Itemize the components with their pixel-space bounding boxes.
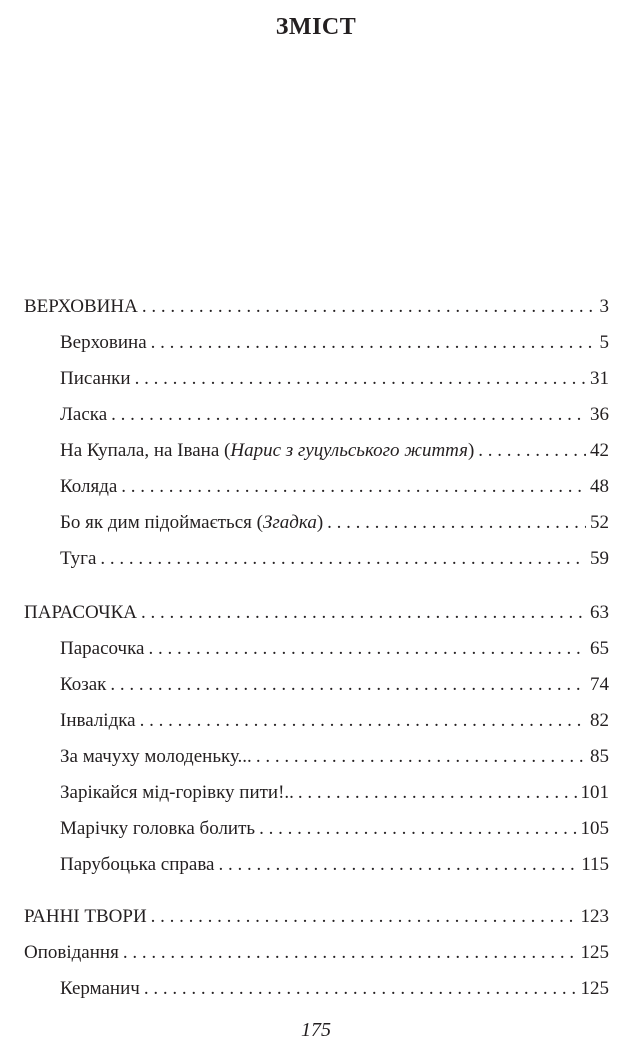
toc-entry-title: Парубоцька справа — [60, 854, 215, 875]
toc-entry-title: За мачуху молоденьку... — [60, 746, 252, 767]
toc-entry-opovidannia[interactable] — [24, 940, 609, 966]
toc-entry-title: Керманич — [60, 978, 140, 999]
toc-entry-page: 31 — [590, 368, 609, 389]
toc-entry-page: 65 — [590, 638, 609, 659]
toc-entry-page: 101 — [580, 782, 609, 803]
toc-entry-title: ВЕРХОВИНА — [24, 296, 138, 317]
toc-entry-page: 42 — [590, 440, 609, 461]
toc-entry-subtitle: Згадка — [262, 512, 317, 533]
dot-leader — [256, 744, 586, 770]
toc-entry-page: 85 — [590, 746, 609, 767]
toc-entry-title: Ласка — [60, 404, 108, 425]
toc-entry-title: Оповідання — [24, 942, 119, 963]
toc-entry-page: 59 — [590, 548, 609, 569]
toc-entry-title: На Купала, на Івана (Нарис з гуцульського життя) — [60, 440, 475, 461]
toc-entry-ranni-tvory-section[interactable] — [24, 904, 609, 930]
toc-entry-page: 123 — [580, 906, 609, 927]
dot-leader — [298, 780, 577, 806]
toc-entry-tuha[interactable] — [60, 546, 609, 572]
toc-entry-parubotska-sprava[interactable] — [60, 852, 609, 878]
toc-entry-page: 63 — [590, 602, 609, 623]
dot-leader — [148, 636, 586, 662]
toc-entry-page: 125 — [580, 978, 609, 999]
toc-entry-koliada[interactable] — [60, 474, 609, 500]
toc-entry-title: Коляда — [60, 476, 118, 497]
toc-entry-zarikaisia[interactable] — [60, 780, 609, 806]
toc-entry-title: Бо як дим підоймається (Згадка) — [60, 512, 324, 533]
toc-entry-na-kupala[interactable] — [60, 438, 609, 464]
toc-entry-page: 74 — [590, 674, 609, 695]
toc-entry-title: Інвалідка — [60, 710, 136, 731]
toc-entry-page: 82 — [590, 710, 609, 731]
toc-entry-page: 3 — [599, 296, 609, 317]
dot-leader — [478, 438, 586, 464]
dot-leader — [141, 600, 586, 626]
toc-entry-page: 5 — [599, 332, 609, 353]
toc-entry-laska[interactable] — [60, 402, 609, 428]
toc-entry-parasochka-section[interactable] — [24, 600, 609, 626]
toc-entry-page: 36 — [590, 404, 609, 425]
toc-entry-page: 125 — [580, 942, 609, 963]
dot-leader — [327, 510, 586, 536]
dot-leader — [259, 816, 576, 842]
dot-leader — [142, 294, 596, 320]
toc-entry-page: 115 — [581, 854, 609, 875]
dot-leader — [151, 904, 577, 930]
toc-entry-kozak[interactable] — [60, 672, 609, 698]
toc-entry-invalidka[interactable] — [60, 708, 609, 734]
toc-entry-kermanych[interactable] — [60, 976, 609, 1002]
toc-entry-subtitle: Нарис з гуцульського життя — [230, 440, 468, 461]
toc-entry-parasochka[interactable] — [60, 636, 609, 662]
toc-entry-title: Писанки — [60, 368, 131, 389]
toc-entry-title: Туга — [60, 548, 97, 569]
toc-entry-title: Зарікайся мід-горівку пити!.. — [60, 782, 294, 803]
dot-leader — [100, 546, 586, 572]
toc-entry-title: Козак — [60, 674, 107, 695]
toc-entry-page: 52 — [590, 512, 609, 533]
page-title: ЗМІСТ — [275, 14, 357, 40]
dot-leader — [110, 672, 586, 698]
toc-entry-title: Верховина — [60, 332, 147, 353]
dot-leader — [140, 708, 586, 734]
page-number: 175 — [301, 1019, 331, 1041]
toc-entry-marichku[interactable] — [60, 816, 609, 842]
dot-leader — [144, 976, 577, 1002]
toc-entry-title: Марічку головка болить — [60, 818, 256, 839]
dot-leader — [111, 402, 586, 428]
toc-entry-title: РАННІ ТВОРИ — [24, 906, 147, 927]
dot-leader — [151, 330, 596, 356]
dot-leader — [121, 474, 586, 500]
toc-entry-pysanky[interactable] — [60, 366, 609, 392]
toc-entry-bo-iak-dym[interactable] — [60, 510, 609, 536]
toc-entry-za-machukhu[interactable] — [60, 744, 609, 770]
toc-entry-title: ПАРАСОЧКА — [24, 602, 138, 623]
toc-entry-page: 105 — [580, 818, 609, 839]
dot-leader — [135, 366, 586, 392]
toc-entry-verkhovyna-section[interactable] — [24, 294, 609, 320]
toc-entry-title: Парасочка — [60, 638, 145, 659]
dot-leader — [218, 852, 577, 878]
toc-entry-verkhovyna[interactable] — [60, 330, 609, 356]
toc-entry-page: 48 — [590, 476, 609, 497]
dot-leader — [123, 940, 577, 966]
